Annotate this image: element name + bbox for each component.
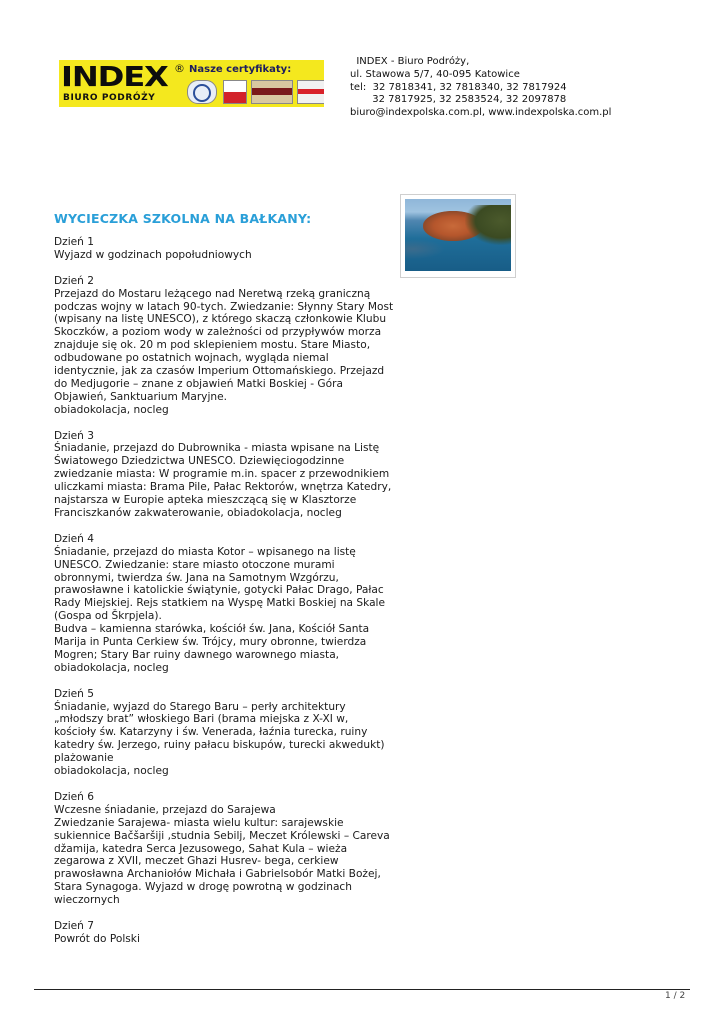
- page-title: WYCIECZKA SZKOLNA NA BAŁKANY:: [54, 211, 312, 226]
- day-text-line: Stara Synagoga. Wyjazd w drogę powrotną w godzinach: [54, 881, 352, 894]
- itinerary-day: [54, 920, 384, 946]
- certificate-badge-icon: [297, 80, 324, 104]
- day-text-line: Budva – kamienna starówka, kościół św. Jana, Kościół Santa: [54, 623, 370, 636]
- day-heading: Dzień 6: [54, 790, 95, 803]
- day-text-line: sukiennice Bačšaršiji ,studnia Sebilj, Meczet Królewski – Careva: [54, 829, 390, 842]
- day-text-line: Zwiedzanie Sarajewa- miasta wielu kultur: sarajewskie: [54, 816, 344, 829]
- day-text-line: katedry św. Jerzego, ruiny pałacu biskupów, turecki akwedukt): [54, 739, 385, 752]
- contact-line: 32 7817925, 32 2583524, 32 2097878: [350, 94, 567, 106]
- day-heading: Dzień 7: [54, 919, 95, 932]
- day-text-line: Wyjazd w godzinach popołudniowych: [54, 248, 252, 261]
- destination-photo: [405, 199, 511, 271]
- day-text-line: Światowego Dziedzictwa UNESCO. Dziewięciogodzinne: [54, 455, 345, 468]
- day-text-line: obronnymi, twierdza św. Jana na Samotnym Wzgórzu,: [54, 571, 339, 584]
- day-text-line: obiadokolacja, nocleg: [54, 661, 169, 674]
- day-text-line: zwiedzanie miasta: W programie m.in. spacer z przewodnikiem: [54, 468, 390, 481]
- certificate-badge-icon: [223, 80, 247, 104]
- day-text-line: (Gospa od Škrpjela).: [54, 610, 162, 623]
- itinerary-day: [54, 429, 392, 520]
- day-text-line: podczas wojny w latach 90-tych. Zwiedzanie: Słynny Stary Most: [54, 300, 394, 313]
- contact-info: [350, 56, 611, 120]
- day-text-line: uliczkami miasta: Brama Pile, Pałac Rektorów, wnętrza Katedry,: [54, 481, 392, 494]
- day-text-line: Śniadanie, przejazd do miasta Kotor – wpisanego na listę: [54, 545, 356, 558]
- day-heading: Dzień 3: [54, 429, 95, 442]
- company-logo-banner: [59, 60, 324, 107]
- day-text-line: džamija, katedra Serca Jezusowego, Sahat Kula – wieża: [54, 842, 348, 855]
- day-text-line: kościoły św. Katarzyny i św. Venerada, łaźnia turecka, ruiny: [54, 726, 368, 739]
- certificate-badge-icon: [187, 80, 217, 104]
- day-text-line: wieczornych: [54, 894, 120, 907]
- day-text-line: prawosławne i katolickie świątynie, gotycki Pałac Drago, Pałac: [54, 584, 384, 597]
- itinerary-day: [54, 688, 384, 778]
- day-text-line: „młodszy brat” włoskiego Bari (brama miejska z X-XI w,: [54, 713, 349, 726]
- itinerary: [54, 236, 394, 959]
- destination-photo-frame: [400, 194, 516, 278]
- day-text-line: (wpisany na listę UNESCO), z którego skaczą członkowie Klubu: [54, 313, 387, 326]
- contact-line: tel: 32 7818341, 32 7818340, 32 7817924: [350, 81, 567, 93]
- day-text-line: Śniadanie, wyjazd do Starego Baru – perły architektury: [54, 700, 346, 713]
- contact-line: INDEX - Biuro Podróży,: [350, 56, 470, 67]
- day-text-line: UNESCO. Zwiedzanie: stare miasto otoczone murami: [54, 558, 335, 571]
- day-text-line: Skoczków, a poziom wody w zależności od przypływów morza: [54, 326, 382, 339]
- day-text-line: Śniadanie, przejazd do Dubrownika - miasta wpisane na Listę: [54, 442, 380, 455]
- day-text-line: Rady Miejskiej. Rejs statkiem na Wyspę Matki Boskiej na Skale: [54, 597, 386, 610]
- day-heading: Dzień 4: [54, 532, 95, 545]
- day-text-line: identycznie, jak za czasów Imperium Ottomańskiego. Przejazd: [54, 365, 385, 378]
- day-text-line: Powrót do Polski: [54, 932, 140, 945]
- logo-text: INDEX: [61, 60, 168, 93]
- day-text-line: zegarowa z XVII, meczet Ghazi Husrev- bega, cerkiew: [54, 855, 339, 868]
- day-heading: Dzień 5: [54, 687, 95, 700]
- itinerary-day: [54, 274, 394, 417]
- day-text-line: obiadokolacja, nocleg: [54, 765, 169, 778]
- contact-line: ul. Stawowa 5/7, 40-095 Katowice: [350, 68, 520, 80]
- day-text-line: Objawień, Sanktuarium Maryjne.: [54, 390, 227, 403]
- certificate-badge-icon: [251, 80, 293, 104]
- day-text-line: Mogren; Stary Bar ruiny dawnego warownego miasta,: [54, 648, 340, 661]
- certificates-label: Nasze certyfikaty:: [189, 64, 292, 75]
- day-text-line: Wczesne śniadanie, przejazd do Sarajewa: [54, 803, 276, 816]
- day-heading: Dzień 1: [54, 236, 95, 248]
- registered-mark: ®: [174, 62, 185, 75]
- day-text-line: odbudowane po ostatnich wojnach, wygląda niemal: [54, 352, 329, 365]
- itinerary-day: [54, 533, 384, 675]
- day-text-line: Franciszkanów zakwaterowanie, obiadokolacja, nocleg: [54, 507, 342, 519]
- page-number: 1 / 2: [665, 991, 686, 1001]
- day-text-line: obiadokolacja, nocleg: [54, 403, 169, 416]
- day-text-line: Przejazd do Mostaru leżącego nad Neretwą rzeką graniczną: [54, 287, 371, 300]
- day-text-line: znajduje się ok. 20 m pod sklepieniem mostu. Stare Miasto,: [54, 339, 371, 352]
- itinerary-day: [54, 790, 390, 907]
- day-text-line: do Medjugorie – znane z objawień Matki Boskiej - Góra: [54, 377, 343, 390]
- day-text-line: najstarsza w Europie apteka mieszczącą się w Klasztorze: [54, 494, 357, 507]
- day-text-line: Marija in Punta Cerkiew św. Trójcy, mury obronne, twierdza: [54, 636, 367, 649]
- day-text-line: prawosławna Archaniołów Michała i Gabrielsobór Matki Bożej,: [54, 868, 381, 881]
- footer-divider: [34, 989, 690, 990]
- contact-line: biuro@indexpolska.com.pl, www.indexpolska.com.pl: [350, 107, 612, 119]
- logo-subtitle: BIURO PODRÓŻY: [63, 93, 156, 103]
- itinerary-day: [54, 236, 384, 262]
- day-heading: Dzień 2: [54, 274, 95, 287]
- day-text-line: plażowanie: [54, 752, 114, 765]
